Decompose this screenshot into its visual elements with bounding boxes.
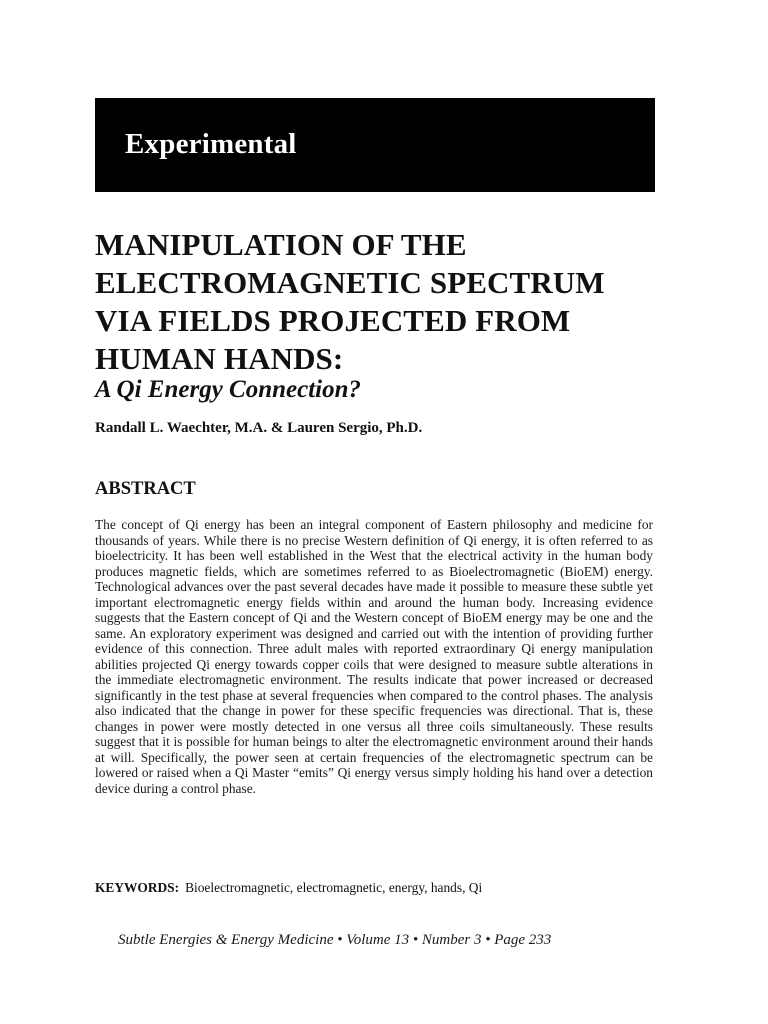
- author-line: Randall L. Waechter, M.A. & Lauren Sergio, Ph.D.: [95, 420, 423, 436]
- article-title: [95, 226, 675, 378]
- article-subtitle: A Qi Energy Connection?: [95, 376, 362, 403]
- article-title-line-1: MANIPULATION OF THE: [95, 227, 467, 262]
- article-title-line-2: ELECTROMAGNETIC SPECTRUM: [95, 265, 605, 300]
- keywords-line: [95, 880, 482, 896]
- abstract-body: The concept of Qi energy has been an integral component of Eastern philosophy and medicine for thousands of years. While there is no precise Western definition of Qi energy, it is often referred to as bioelectricity. It has been well established in the West that the electrical activity in the human body produces magnetic fields, which are sometimes referred to as Bioelectromagnetic (BioEM) energy. Technological advances over the past several decades have made it possible to measure these subtle yet important electromagnetic energy fields within and around the human body. Increasing evidence suggests that the Eastern concept of Qi and the Western concept of BioEM energy may be one and the same. An exploratory experiment was designed and carried out with the intention of providing further evidence of this connection. Three adult males with reported extraordinary Qi energy manipulation abilities projected Qi energy towards copper coils that were designed to measure subtle alterations in the immediate electromagnetic environment. The results indicate that power increased or decreased significantly in the test phase at several frequencies when compared to the control phases. The analysis also indicated that the change in power for these specific frequencies was directional. That is, these changes in power were mostly detected in one versus all three coils simultaneously. These results suggest that it is possible for human beings to alter the electromagnetic environment around their hands at will. Specifically, the power seen at certain frequencies of the electromagnetic spectrum can be lowered or raised when a Qi Master “emits” Qi energy versus simply holding his hand over a detection device during a control phase.: [95, 517, 653, 796]
- section-banner: [95, 98, 655, 192]
- article-title-line-4: HUMAN HANDS:: [95, 341, 344, 376]
- keywords-label: KEYWORDS:: [95, 880, 180, 895]
- abstract-heading: ABSTRACT: [95, 479, 196, 499]
- article-title-line-3: VIA FIELDS PROJECTED FROM: [95, 303, 571, 338]
- journal-footer: Subtle Energies & Energy Medicine • Volume 13 • Number 3 • Page 233: [118, 932, 552, 948]
- keywords-values: Bioelectromagnetic, electromagnetic, energy, hands, Qi: [185, 880, 483, 895]
- section-banner-label: Experimental: [125, 128, 297, 160]
